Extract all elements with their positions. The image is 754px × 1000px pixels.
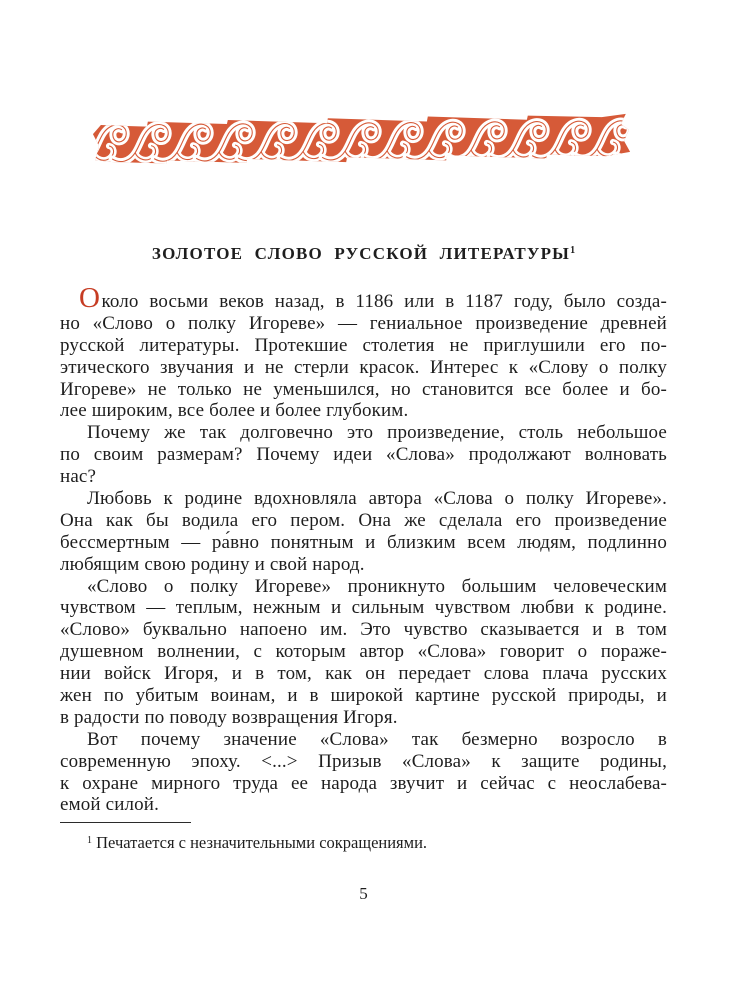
footnote-mark: 1 (87, 835, 92, 846)
text-line: нии войск Игоря, и в том, как он передает слова плача русских (60, 663, 667, 685)
drop-cap: О (79, 282, 101, 314)
text-line: Почему же так долговечно это произведение, столь небольшое (87, 422, 667, 444)
paragraph (60, 488, 667, 576)
paragraph (60, 576, 667, 729)
text-line: современную эпоху. <...> Призыв «Слова» к защите родины, (60, 750, 667, 772)
text-line: емой силой. (60, 794, 160, 816)
footnote (60, 831, 667, 853)
text-line: но «Слово о полку Игореве» — гениальное произведение древней (60, 312, 667, 334)
text-line: Любовь к родине вдохновляла автора «Слова о полку Игореве». (87, 488, 667, 510)
text-line: чувством — теплым, нежным и сильным чувством любви к родине. (60, 597, 667, 619)
text-line: к охране мирного труда ее народа звучит и сейчас с неослабева- (60, 772, 667, 794)
paragraph (60, 729, 667, 817)
chapter-title-text: ЗОЛОТОЕ СЛОВО РУССКОЙ ЛИТЕРАТУРЫ (151, 244, 571, 263)
text-line: нас? (60, 466, 97, 488)
ornament-band (87, 111, 633, 169)
text-line: Игореве» не только не уменьшился, но становится все более и бо- (60, 378, 667, 400)
text-line: Около восьми веков назад, в 1186 или в 1187 году, было созда- (79, 282, 667, 314)
text-line: лее широким, все более и более глубоким. (60, 400, 409, 422)
text-line: «Слово» буквально напоено им. Это чувство сказывается и в том (60, 619, 667, 641)
text-line: в радости по поводу возвращения Игоря. (60, 706, 398, 728)
chapter-title (60, 244, 667, 264)
page-number: 5 (359, 884, 368, 903)
footnote-text: Печатается с незначительными сокращениями. (96, 833, 428, 852)
paragraph (60, 422, 667, 488)
text-line: жен по убитым воинам, и в широкой картине русской природы, и (60, 685, 667, 707)
title-footnote-mark: 1 (570, 245, 576, 256)
interlaced-wave-icon (87, 111, 633, 169)
text-line: бессмертным — ра́вно понятным и близким всем людям, подлинно (60, 531, 667, 553)
text-line: душевном волнении, с которым автор «Слова» говорит о пораже- (60, 641, 667, 663)
text-line: этического звучания и не стерли красок. Интерес к «Слову о полку (60, 356, 667, 378)
footnote-rule (60, 822, 191, 823)
paragraph (60, 282, 667, 422)
text-line: по своим размерам? Почему идеи «Слова» продолжают волновать (60, 444, 667, 466)
text-line: Она как бы водила его пером. Она же сделала его произведение (60, 509, 667, 531)
text-line: русской литературы. Протекшие столетия не приглушили его по- (60, 334, 667, 356)
text-line: любящим свою родину и свой народ. (60, 553, 365, 575)
text-line: Вот почему значение «Слова» так безмерно возросло в (87, 728, 667, 750)
text-line: «Слово о полку Игореве» проникнуто большим человеческим (87, 575, 667, 597)
body-text (60, 282, 667, 816)
